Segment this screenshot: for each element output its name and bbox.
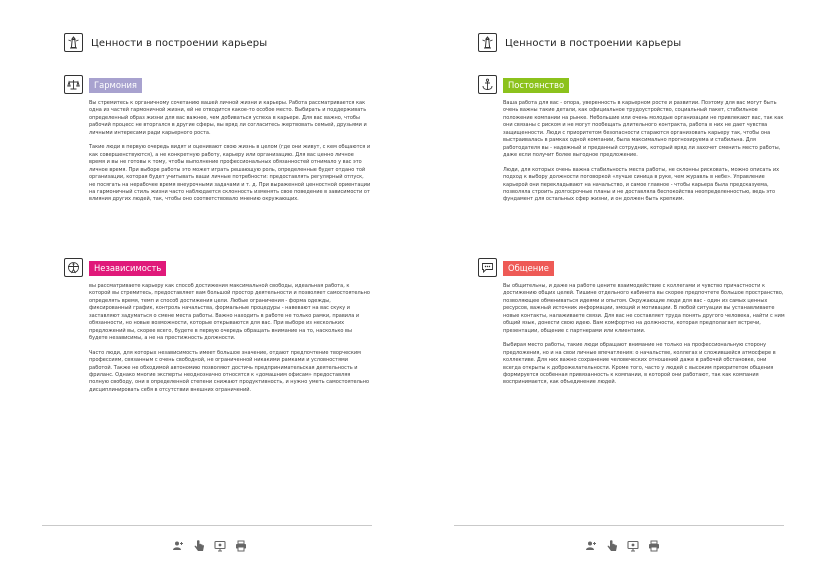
footer-toolbar [585,537,660,549]
monitor-icon[interactable] [627,537,639,549]
print-icon[interactable] [235,537,247,549]
chat-bubble-icon [478,258,497,277]
section-paragraph: Такие люди в первую очередь видят и оценивают свою жизнь в целом (где они живут, с кем общаются и как совершенствуются), а не конкретную работу, карьеру или организацию. Для вас ценно личное время и вы не готовы к тому, чтобы выполнение профессиональных обязанностей отнимало у вас это личное время. При выборе работы это может играть решающую роль, определенные будет отдано той организации, которая будет учитывать ваши личные потребности: предоставлять регулярный отпуск, не посягать на нерабочее время внеурочными задачами и т. д. При выраженной ценностной ориентации на гармоничный стиль жизни часто наблюдается склонность изменять свое поведение в зависимости от влияния других людей, так, чтобы оно соответствовало мнению окружающих. [89,144,371,203]
monitor-icon[interactable] [214,537,226,549]
section-label: Гармония [89,78,142,93]
section-paragraph: Выбирая место работы, такие люди обращают внимание не только на профессиональную сторону предложения, но и на свои личные впечатления: о начальстве, коллегах и сложившейся атмосфере в коллективе. Для них важно сохранение человеческих отношений даже в рабочей обстановке, они всегда открыты к доброжелательности. Кроме того, часто у людей с высоким приоритетом общения формируется особенная привязанность к компании, в которой они работают, так как компания воспринимается, как объединение людей. [503,342,776,386]
section-constancy [478,75,788,211]
user-add-icon[interactable] [172,537,184,549]
section-label: Независимость [89,261,166,276]
footer-divider [42,525,372,526]
section-label: Общение [503,261,554,276]
section-paragraph: Часто люди, для которых независимость имеет большое значение, отдают предпочтение творческим профессиям, связанным с очень свободной, не ограниченной никакими рамками и условностями работой. Также не обходимой автономию позволяют достичь предпринимательская деятельность и фриланс. Однако многие эксперты неоднозначно относятся к «домашним офисам» предоставляя полную свободу, они в определенной степени снижают продуктивность, и нужно уметь самостоятельно дисциплинировать себя в отсутствии внешних ограничений. [89,349,370,393]
anchor-icon [478,75,497,94]
right-page [414,0,827,585]
pointer-hand-icon[interactable] [193,537,205,549]
footer-toolbar [172,537,247,549]
section-paragraph: вы рассматриваете карьеру как способ достижения максимальной свободы, идеальная работа, к которой вы стремитесь, предоставляет вам большой простор деятельности и позволяет самостоятельно определять время, темп и способ достижения цели. Любые ограничения - форма одежды, фиксированный график, контроль начальства, формальные процедуры - навевают на вас скуку и заставляют задуматься о смене места работы. Важно находить в работе не только рамки, правила и обязанности, но новые возможности, которые открываются для вас. При выборе из нескольких предложений вы, скорее всего, будете в первую очередь обращать внимание на то, насколько вы будете независимы, а не на престижность должности. [89,283,370,342]
print-icon[interactable] [648,537,660,549]
left-page [0,0,413,585]
section-paragraph: Вы стремитесь к органичному сочетанию вашей личной жизни и карьеры. Работа рассматривается как одна из частей гармоничной жизни, ей не отводится какое-то особое место. Выбирать и поддерживать определенный образ жизни для вас важнее, чем добиваться успеха в карьере. Для вас важно, чтобы рабочий процесс не вторгался в другие сферы, вы вряд ли согласитесь жертвовать семьей, друзьями и личными интересами ради карьерного роста. [89,100,367,136]
section-label: Постоянство [503,78,569,93]
user-add-icon[interactable] [585,537,597,549]
lighthouse-icon [478,33,497,52]
footer-divider [454,525,784,526]
section-communication [478,258,788,394]
section-paragraph: Ваша работа для вас - опора, уверенность в карьерном росте и развитии. Поэтому для вас могут быть очень важны такие детали, как официальное трудоустройство, социальный пакет, стабильное положение компании на рынке. Небольшие или очень молодые организации не привлекают вас, так как они связаны с риском и не могут пообещать длительного контракта, работа в них не дает чувства защищенности. Люди с приоритетом безопасности стараются организовать карьеру так, чтобы она выстраивалась в рамках одной компании, была максимально прогнозируема и стабильна. Для работодателя вы - надежный и преданный сотрудник, который вряд ли захочет сменить место работы, даже если получит более выгодное предложение. [503,100,784,159]
pointer-hand-icon[interactable] [606,537,618,549]
section-paragraph: Люди, для которых очень важна стабильность места работы, не склонны рисковать, можно описать их подход к выбору должности поговоркой «лучше синица в руке, чем журавль в небе». Управление карьерой они перекладывают на начальство, и самое главное - чтобы карьера была предсказуема, позволяла строить долгосрочные планы и не доставляла беспокойства неопределенностью, ведь это фундамент для остальных сфер жизни, и он должен быть крепким. [503,166,780,203]
page-title: Ценности в построении карьеры [505,38,682,49]
page-title: Ценности в построении карьеры [91,38,268,49]
section-paragraph: Вы общительны, и даже на работе цените взаимодействие с коллегами и чувство причастности к достижению общих целей. Тишине отдельного кабинета вы скорее предпочтете большое пространство, позволяющее обмениваться идеями и опытом. Окружающие люди для вас - один из самых ценных ресурсов, важный источник информации, эмоций и мотивации. В любой ситуации вы устанавливаете новые контакты, налаживаете связи. Для вас не составляет труда понять другого человека, найти с ним общий язык, донести свою идею. Вам комфортно на должности, которая предполагает встречи, презентации, общение с партнерами или клиентами. [503,283,785,334]
lighthouse-icon [64,33,83,52]
section-harmony [64,75,374,211]
section-independence [64,258,374,401]
balance-scale-icon [64,75,83,94]
vitruvian-man-icon [64,258,83,277]
